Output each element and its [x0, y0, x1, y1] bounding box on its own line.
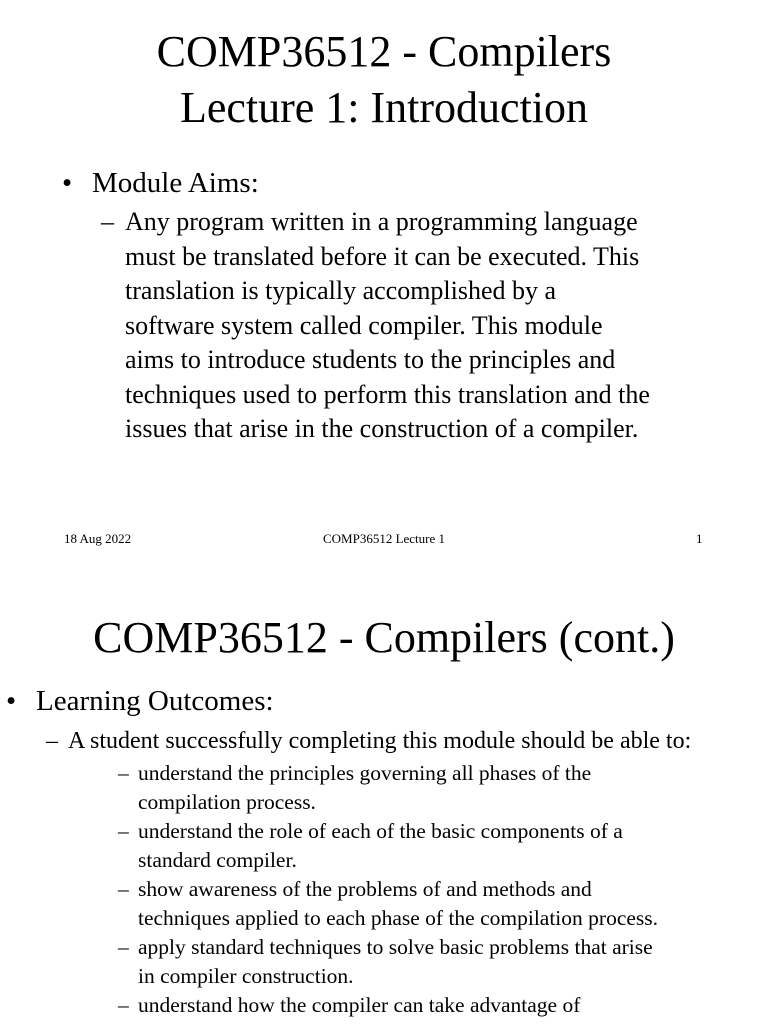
dash-icon: – [118, 819, 129, 843]
outcome-line: understand the principles governing all phases of the [138, 761, 592, 785]
outcome-line: show awareness of the problems of and methods and [138, 877, 592, 901]
footer-date: 18 Aug 2022 [64, 531, 132, 546]
outcome-text [138, 991, 580, 1020]
intro-text: A student successfully completing this module should be able to: [68, 728, 692, 754]
outcome-text [138, 933, 653, 990]
paragraph-line: must be translated before it can be executed. This [125, 241, 640, 271]
dash-icon: – [118, 935, 129, 959]
bullet-icon: • [6, 685, 17, 717]
outcome-line: compilation process. [138, 789, 316, 814]
outcome-text [138, 759, 591, 816]
module-aims-text [125, 205, 650, 447]
paragraph-line: software system called compiler. This module [125, 310, 603, 340]
paragraph-line: aims to introduce students to the principles and [125, 345, 616, 374]
bullet-text: Module Aims: [92, 167, 259, 199]
paragraph-line: techniques used to perform this translation and the [125, 379, 650, 409]
paragraph-line: translation is typically accomplished by a [125, 276, 557, 305]
dash-icon: – [118, 993, 129, 1017]
outcome-line: in compiler construction. [138, 963, 354, 988]
bullet-icon: • [62, 167, 73, 199]
slide-title-line-2: Lecture 1: Introduction [179, 83, 589, 132]
footer-page-number: 1 [696, 531, 703, 546]
outcome-text [138, 875, 658, 932]
outcome-line: techniques applied to each phase of the compilation process. [138, 905, 659, 930]
footer-course: COMP36512 Lecture 1 [322, 531, 446, 546]
paragraph-line: issues that arise in the construction of a compiler. [125, 414, 639, 443]
outcome-line: understand the role of each of the basic components of a [138, 819, 623, 843]
dash-icon: – [46, 728, 58, 754]
dash-icon: – [101, 207, 114, 236]
dash-icon: – [118, 761, 129, 785]
bullet-text: Learning Outcomes: [36, 685, 274, 717]
outcome-line: understand how the compiler can take advantage of [138, 993, 581, 1017]
outcome-line: standard compiler. [138, 847, 297, 872]
dash-icon: – [118, 877, 129, 901]
slide-title-line-1: COMP36512 - Compilers [156, 27, 612, 76]
slide-2 [0, 560, 768, 1024]
outcome-text [138, 817, 623, 874]
paragraph-line: Any program written in a programming language [125, 207, 638, 236]
outcome-line: apply standard techniques to solve basic problems that arise [138, 935, 653, 959]
slide-title: COMP36512 - Compilers (cont.) [93, 613, 675, 662]
